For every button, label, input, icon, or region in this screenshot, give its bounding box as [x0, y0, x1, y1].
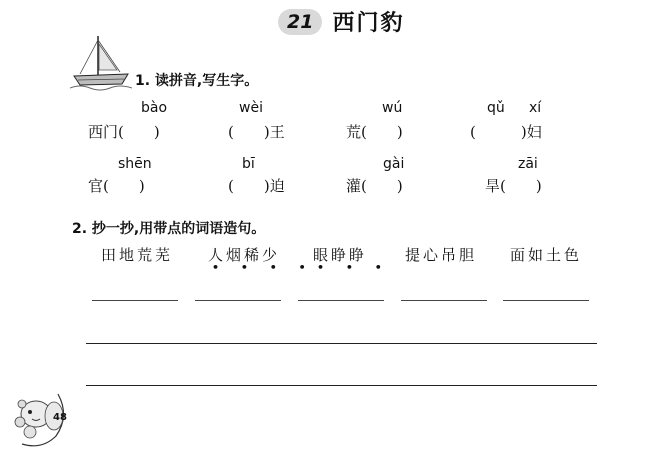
- blank-item-huang-wu: 荒( ): [346, 123, 403, 141]
- pinyin-gai: gài: [383, 156, 405, 172]
- blank-item-wei-wang: ( )王: [228, 123, 285, 141]
- boat-illustration-icon: [70, 34, 132, 92]
- emphasis-dots-renyan-xishao: • • • •: [212, 261, 315, 274]
- pinyin-qu: qǔ: [487, 100, 505, 116]
- pinyin-bao: bào: [141, 100, 168, 116]
- lesson-number: 21: [278, 9, 322, 35]
- emphasis-dots-yan-zhengzheng: • • •: [317, 261, 391, 274]
- blank-item-guan-shen: 官( ): [88, 177, 145, 195]
- blank-item-guan-gai: 灌( ): [346, 177, 403, 195]
- pinyin-bi: bī: [242, 156, 255, 172]
- word-yan-zhengzheng: 眼睁睁: [313, 246, 368, 264]
- word-mianru-tuse: 面如土色: [510, 246, 583, 264]
- copy-line-5[interactable]: [503, 300, 589, 301]
- copy-line-3[interactable]: [298, 300, 384, 301]
- question-1-title: 1. 读拼音,写生字。: [135, 73, 259, 89]
- sentence-line-1[interactable]: [86, 343, 597, 344]
- word-tiandi-huangwu: 田地荒芜: [101, 246, 174, 264]
- pinyin-zai: zāi: [518, 156, 538, 172]
- pinyin-shen: shēn: [118, 156, 152, 172]
- blank-item-bi-po: ( )迫: [228, 177, 285, 195]
- lesson-header: [278, 6, 404, 37]
- question-2-title: 2. 抄一抄,用带点的词语造句。: [72, 221, 266, 237]
- copy-line-2[interactable]: [195, 300, 281, 301]
- blank-item-ximen-bao: 西门( ): [88, 123, 160, 141]
- sentence-line-2[interactable]: [86, 385, 597, 386]
- word-tixin-diaodan: 提心吊胆: [405, 246, 478, 264]
- copy-line-4[interactable]: [401, 300, 487, 301]
- blank-item-quxi-fu: ( )妇: [470, 123, 542, 141]
- pinyin-wu: wú: [382, 100, 403, 116]
- pinyin-wei: wèi: [239, 100, 263, 116]
- blank-item-han-zai: 旱( ): [485, 177, 542, 195]
- copy-line-1[interactable]: [92, 300, 178, 301]
- page-number: 48: [53, 412, 67, 423]
- word-renyan-xishao: 人烟稀少: [208, 246, 281, 264]
- pinyin-xi: xí: [529, 100, 542, 116]
- lesson-title: 西门豹: [332, 10, 405, 36]
